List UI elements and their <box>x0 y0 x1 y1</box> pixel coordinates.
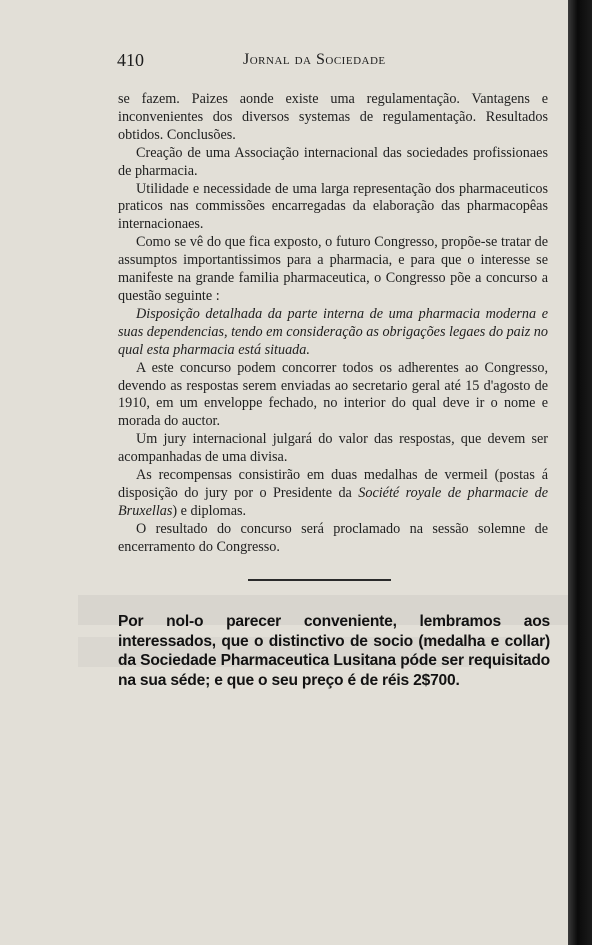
rewards-text-end: ) e diplomas. <box>172 502 247 519</box>
paragraph-congress-purpose: Como se vê do que fica exposto, o futuro Congresso, propõe-se tratar de assumptos importantissimos para a pharmacia, e para que o interesse se manifeste na grande familia pharmaceutica, o Congresso põe a concurso a questão seguinte : <box>118 234 548 304</box>
society-name: Société royale de pharmacie de Bruxellas <box>118 484 548 519</box>
rewards-text-start: As recompensas consistirão em duas medalhas de vermeil (postas á disposição do jury por o Presidente da <box>118 467 548 501</box>
contest-question-text: Disposição detalhada da parte interna de uma pharmacia moderna e suas dependencias, tendo em consideração as obrigações legaes do paiz no qual esta pharmacia está situada. <box>118 305 548 358</box>
running-head <box>117 50 547 72</box>
paragraph-association: Creação de uma Associação internacional das sociedades profissionaes de pharmacia. <box>118 144 548 179</box>
journal-title: Jornal da Sociedade <box>243 51 386 68</box>
paragraph-contest-rules: A este concurso podem concorrer todos os adherentes ao Congresso, devendo as respostas serem enviadas ao secretario geral até 15 d'agosto de 1910, em um enveloppe fechado, no interior do qual deve ir o nome e morada do auctor. <box>118 359 548 430</box>
section-divider <box>248 579 391 581</box>
paragraph-jury: Um jury internacional julgará do valor das respostas, que devem ser acompanhadas de uma divisa. <box>118 431 548 466</box>
page-number: 410 <box>117 50 144 70</box>
article-body <box>118 91 548 557</box>
book-edge-shadow <box>568 0 592 945</box>
membership-notice: Por nol-o parecer conveniente, lembramos aos interessados, que o distinctivo de socio (medalha e collar) da Sociedade Pharmaceutica Lusitana póde ser requisitado na sua séde; e que o seu preço é de réis 2$700. <box>118 613 550 689</box>
paragraph-topics-end: se fazem. Paizes aonde existe uma regulamentação. Vantagens e inconvenientes dos diversos systemas de regulamentação. Resultados obtidos. Conclusões. <box>118 91 548 143</box>
paragraph-rewards <box>118 467 548 521</box>
paragraph-result: O resultado do concurso será proclamado na sessão solemne de encerramento do Congresso. <box>118 520 548 555</box>
paragraph-contest-question <box>118 306 548 360</box>
paragraph-representation: Utilidade e necessidade de uma larga representação dos pharmaceuticos praticos nas commissões encarregadas da elaboração das pharmacopêas internacionaes. <box>118 180 548 233</box>
